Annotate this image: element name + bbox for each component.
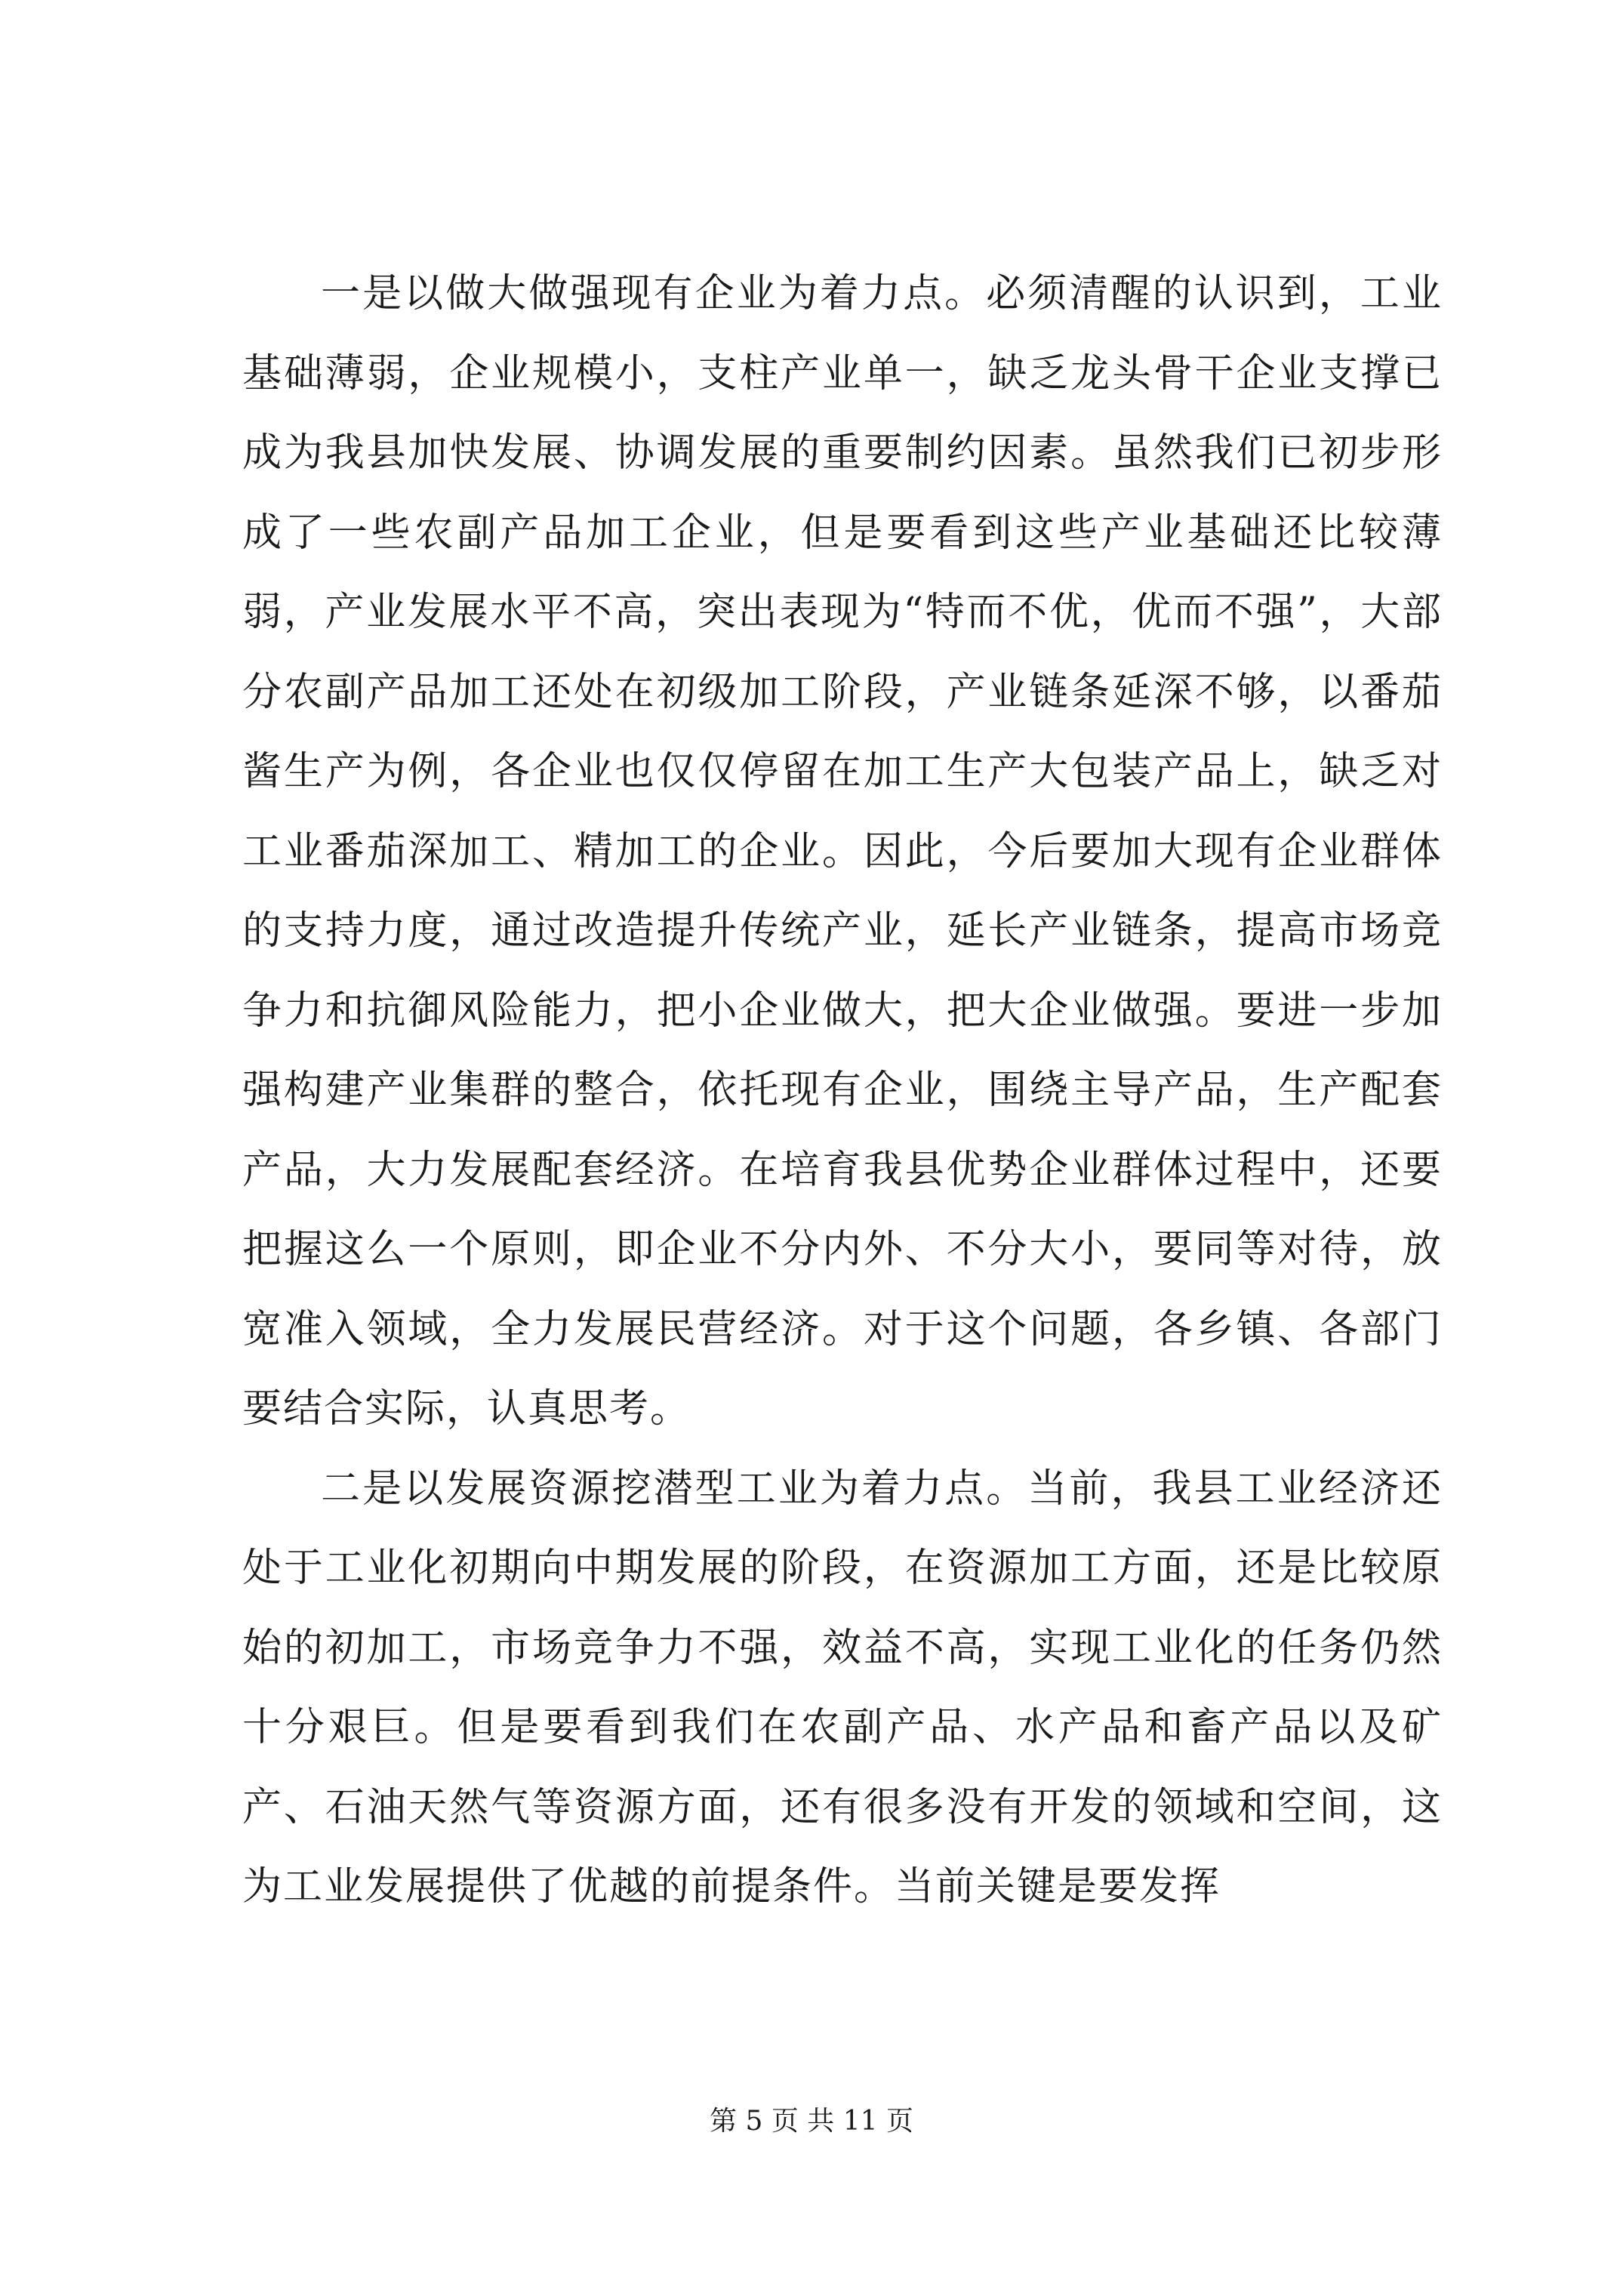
paragraph-2: 二是以发展资源挖潜型工业为着力点。当前，我县工业经济还处于工业化初期向中期发展的阶段，在资源加工方面，还是比较原始的初加工，市场竞争力不强，效益不高，实现工业化的任务仍然十分艰巨。但是要看到我们在农副产品、水产品和畜产品以及矿产、石油天然气等资源方面，还有很多没有开发的领域和空间，这为工业发展提供了优越的前提条件。当前关键是要发挥 — [242, 1465, 1443, 1909]
paragraph-1: 一是以做大做强现有企业为着力点。必须清醒的认识到，工业基础薄弱，企业规模小，支柱产业单一，缺乏龙头骨干企业支撑已成为我县加快发展、协调发展的重要制约因素。虽然我们已初步形成了一些农副产品加工企业，但是要看到这些产业基础还比较薄弱，产业发展水平不高，突出表现为“特而不优，优而不强”，大部分农副产品加工还处在初级加工阶段，产业链条延深不够，以番茄酱生产为例，各企业也仅仅停留在加工生产大包装产品上，缺乏对工业番茄深加工、精加工的企业。因此，今后要加大现有企业群体的支持力度，通过改造提升传统产业，延长产业链条，提高市场竞争力和抗御风险能力，把小企业做大，把大企业做强。要进一步加强构建产业集群的整合，依托现有企业，围绕主导产品，生产配套产品，大力发展配套经济。在培育我县优势企业群体过程中，还要把握这么一个原则，即企业不分内外、不分大小，要同等对待，放宽准入领域，全力发展民营经济。对于这个问题，各乡镇、各部门要结合实际，认真思考。 — [242, 271, 1443, 1432]
page-footer: 第 5 页 共 11 页 — [710, 2106, 913, 2137]
document-body — [242, 254, 1443, 1928]
